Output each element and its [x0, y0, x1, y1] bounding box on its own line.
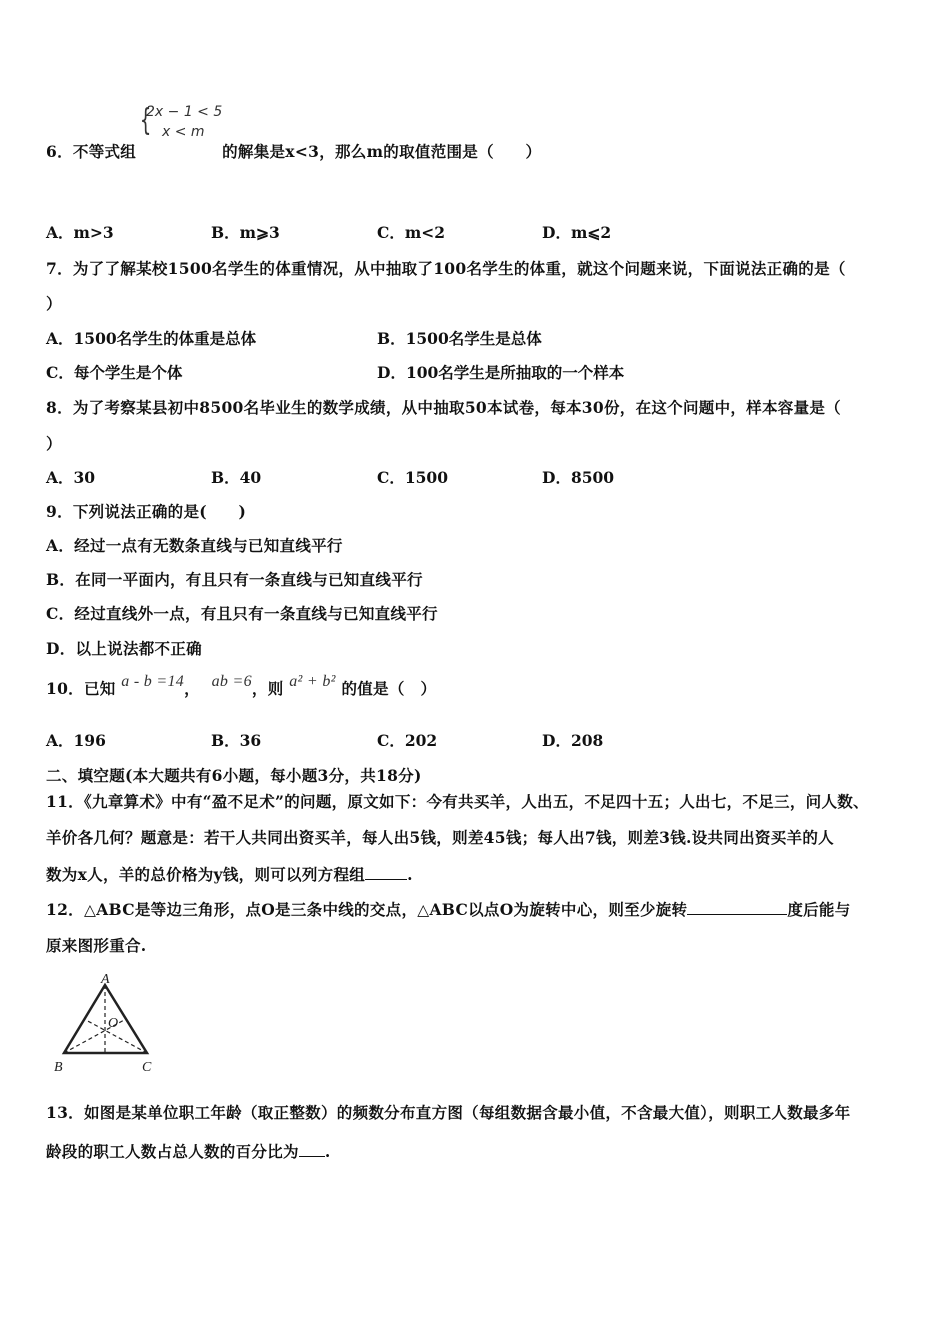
q7-option-a: A．1500名学生的体重是总体	[46, 329, 257, 348]
q12-line1-suffix: 度后能与	[787, 900, 851, 919]
q10-expr1: a - b =14	[121, 673, 185, 690]
label-b: B	[54, 1060, 63, 1075]
q9-option-b: B．在同一平面内，有且只有一条直线与已知直线平行	[46, 570, 423, 589]
q6-option-d: D．m⩽2	[542, 223, 612, 242]
q8-stem-line2: ）	[46, 434, 62, 453]
label-a: A	[101, 972, 110, 987]
brace-icon: {	[139, 103, 152, 138]
q12-line1	[46, 898, 851, 920]
q11-line3-suffix: .	[407, 865, 413, 884]
q6-inequality-system	[136, 104, 228, 144]
q10-number: 10．已知	[46, 679, 116, 698]
q10-option-b: B．36	[211, 731, 262, 750]
q8-option-d: D．8500	[542, 468, 615, 487]
q10-sep2: ，则	[251, 679, 284, 698]
q8-option-b: B．40	[211, 468, 262, 487]
q12-answer-blank[interactable]	[687, 914, 787, 915]
q8-stem-line1: 8．为了考察某县初中8500名毕业生的数学成绩，从中抽取50本试卷，每本30份，在这个问题中，样本容量是（	[46, 398, 841, 417]
q11-line3	[46, 863, 413, 885]
q7-option-d: D．100名学生是所抽取的一个样本	[377, 363, 625, 382]
label-o: O	[108, 1016, 119, 1031]
equilateral-triangle-figure	[52, 970, 162, 1076]
q6-suffix: 的解集是x<3，那么m的取值范围是（ ）	[222, 142, 542, 161]
q9-option-c: C．经过直线外一点，有且只有一条直线与已知直线平行	[46, 604, 438, 623]
q10-stem	[46, 673, 437, 699]
q11-line1: 11．《九章算术》中有“盈不足术”的问题，原文如下：今有共买羊，人出五，不足四十五；人出七，不足三，问人数、	[46, 792, 869, 811]
section2-title: 二、填空题(本大题共有6小题，每小题3分，共18分)	[46, 766, 422, 785]
q10-sep1: ，	[184, 679, 200, 698]
q9-option-d: D．以上说法都不正确	[46, 639, 202, 658]
q6-option-a: A．m>3	[46, 223, 114, 242]
q7-option-c: C．每个学生是个体	[46, 363, 183, 382]
q13-line2	[46, 1140, 331, 1162]
q7-option-b: B．1500名学生是总体	[377, 329, 542, 348]
q9-stem: 9．下列说法正确的是( )	[46, 502, 247, 521]
q9-option-a: A．经过一点有无数条直线与已知直线平行	[46, 536, 343, 555]
q12-line1-prefix: 12．△ABC是等边三角形，点O是三条中线的交点，△ABC以点O为旋转中心，则至少旋转	[46, 900, 688, 919]
q11-answer-blank[interactable]	[365, 879, 407, 880]
q6-system-row1: 2x − 1 < 5	[146, 104, 223, 120]
q6-system-row2: x < m	[162, 124, 205, 140]
q13-answer-blank[interactable]	[299, 1156, 325, 1157]
q12-line2: 原来图形重合.	[46, 936, 147, 955]
q6-stem	[46, 140, 541, 162]
q8-option-c: C．1500	[377, 468, 448, 487]
q10-option-a: A．196	[46, 731, 106, 750]
q13-line2-prefix: 龄段的职工人数占总人数的百分比为	[46, 1142, 299, 1161]
q8-option-a: A．30	[46, 468, 96, 487]
q6-number: 6．	[46, 142, 73, 161]
q11-line3-prefix: 数为x人，羊的总价格为y钱，则可以列方程组	[46, 865, 366, 884]
q13-line1: 13．如图是某单位职工年龄（取正整数）的频数分布直方图（每组数据含最小值，不含最大值），则职工人数最多年	[46, 1103, 851, 1122]
q6-option-c: C．m<2	[377, 223, 446, 242]
q10-suffix: 的值是（ ）	[341, 679, 437, 698]
q10-expr3: a² + b²	[289, 673, 336, 690]
q6-prefix: 不等式组	[72, 142, 137, 161]
q10-option-c: C．202	[377, 731, 438, 750]
q11-line2: 羊价各几何？题意是：若干人共同出资买羊，每人出5钱，则差45钱；每人出7钱，则差3钱.设共同出资买羊的人	[46, 828, 834, 847]
q10-option-d: D．208	[542, 731, 604, 750]
q6-option-b: B．m⩾3	[211, 223, 280, 242]
q7-stem-line2: ）	[46, 294, 62, 313]
q10-expr2: ab =6	[211, 673, 252, 690]
q7-stem-line1: 7．为了了解某校1500名学生的体重情况，从中抽取了100名学生的体重，就这个问题来说，下面说法正确的是（	[46, 259, 846, 278]
label-c: C	[142, 1060, 152, 1075]
q13-line2-suffix: .	[324, 1142, 331, 1161]
